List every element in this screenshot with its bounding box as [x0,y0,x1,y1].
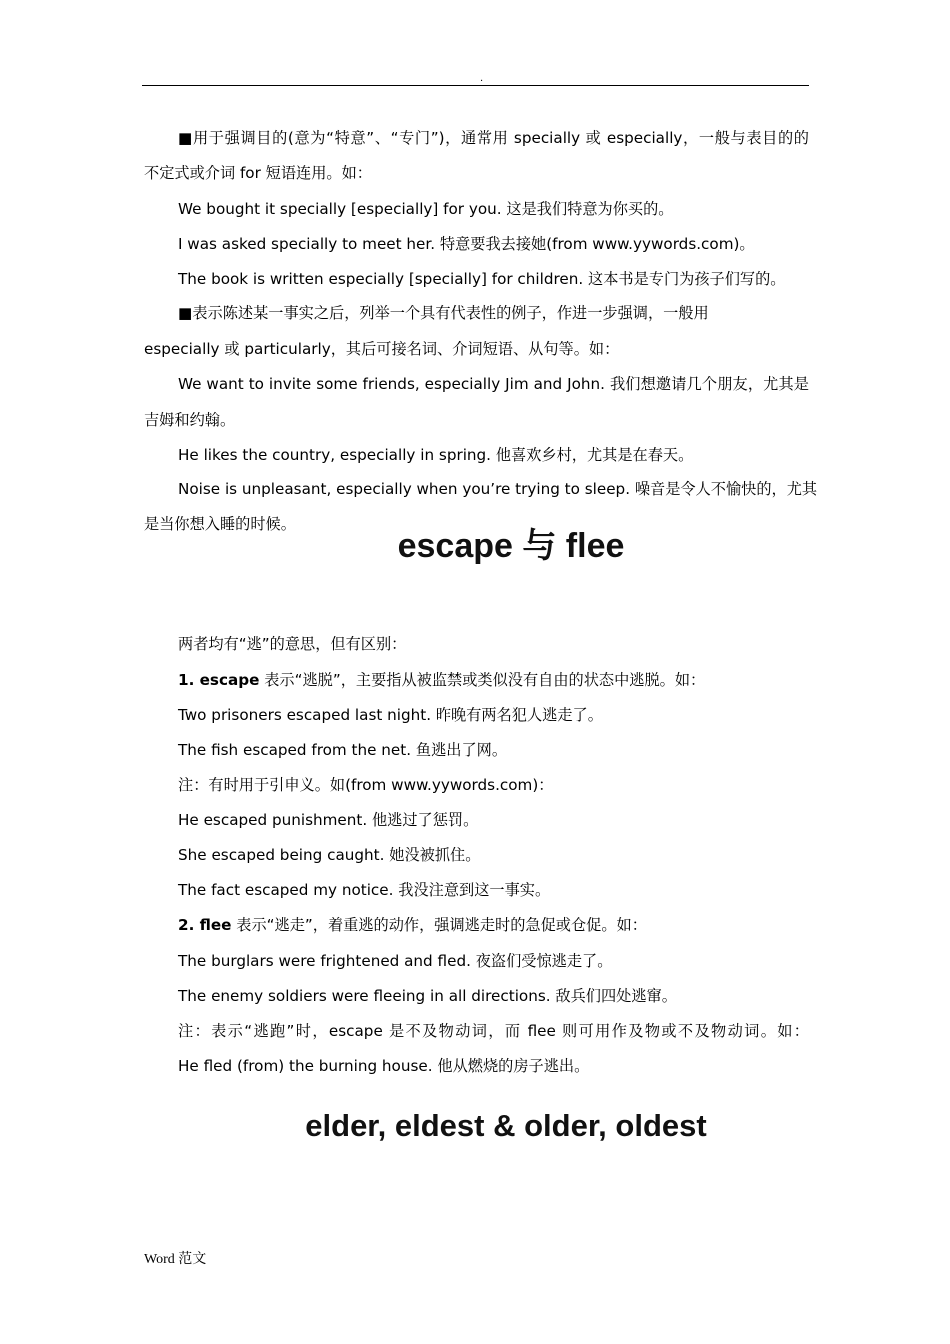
example-sentence: We bought it specially [especially] for you. 这是我们特意为你买的。 [178,200,674,218]
intro-line: 两者均有“逃”的意思，但有区别： [178,635,407,653]
example-sentence: He likes the country, especially in spring. 他喜欢乡村，尤其是在春天。 [178,446,694,464]
term-label: 1. escape [178,671,260,689]
section-title: escape 与 flee [397,527,625,565]
example-sentence: The fish escaped from the net. 鱼逃出了网。 [178,741,508,759]
footer-text: Word 范文 [144,1252,207,1267]
paragraph-line: 不定式或介词 for 短语连用。如： [144,164,372,182]
definition-line [178,908,809,943]
example-sentence: Two prisoners escaped last night. 昨晚有两名犯人逃走了。 [178,706,603,724]
example-sentence: We want to invite some friends, especially Jim and John. 我们想邀请几个朋友，尤其是 [178,375,809,393]
paragraph-line: especially 或 particularly，其后可接名词、介词短语、从句等。如： [144,340,620,358]
definition-line [178,663,809,698]
example-sentence: Noise is unpleasant, especially when you’re trying to sleep. 噪音是令人不愉快的，尤其 [178,480,818,498]
example-sentence: I was asked specially to meet her. 特意要我去接她(from www.yywords.com)。 [178,235,755,253]
paragraph-line: ■表示陈述某一事实之后，列举一个具有代表性的例子，作进一步强调，一般用 [178,304,709,322]
example-sentence: The book is written especially [specially] for children. 这本书是专门为孩子们写的。 [178,270,786,288]
example-sentence: The fact escaped my notice. 我没注意到这一事实。 [178,881,551,899]
example-sentence: She escaped being caught. 她没被抓住。 [178,846,481,864]
term-label: 2. flee [178,916,232,934]
example-sentence: 是当你想入睡的时候。 [144,515,296,533]
note-line: 注：表示“逃跑”时，escape 是不及物动词，而 flee 则可用作及物或不及物动词。如： [178,1022,809,1040]
example-sentence: The enemy soldiers were fleeing in all directions. 敌兵们四处逃窜。 [178,987,677,1005]
note-line: 注：有时用于引申义。如(from www.yywords.com)： [178,776,554,794]
section-title: elder, eldest & older, oldest [305,1108,707,1143]
example-sentence: He fled (from) the burning house. 他从燃烧的房子逃出。 [178,1057,590,1075]
example-sentence: He escaped punishment. 他逃过了惩罚。 [178,811,479,829]
term-definition: 表示“逃脱”，主要指从被监禁或类似没有自由的状态中逃脱。如： [259,671,706,689]
term-definition: 表示“逃走”，着重逃的动作，强调逃走时的急促或仓促。如： [231,916,647,934]
header-rule [142,85,809,86]
example-sentence: 吉姆和约翰。 [144,411,236,429]
example-sentence: The burglars were frightened and fled. 夜盗们受惊逃走了。 [178,952,613,970]
paragraph-line: ■用于强调目的(意为“特意”、“专门”)，通常用 specially 或 especially，一般与表目的的 [178,129,809,147]
header-mark: . [480,73,484,84]
